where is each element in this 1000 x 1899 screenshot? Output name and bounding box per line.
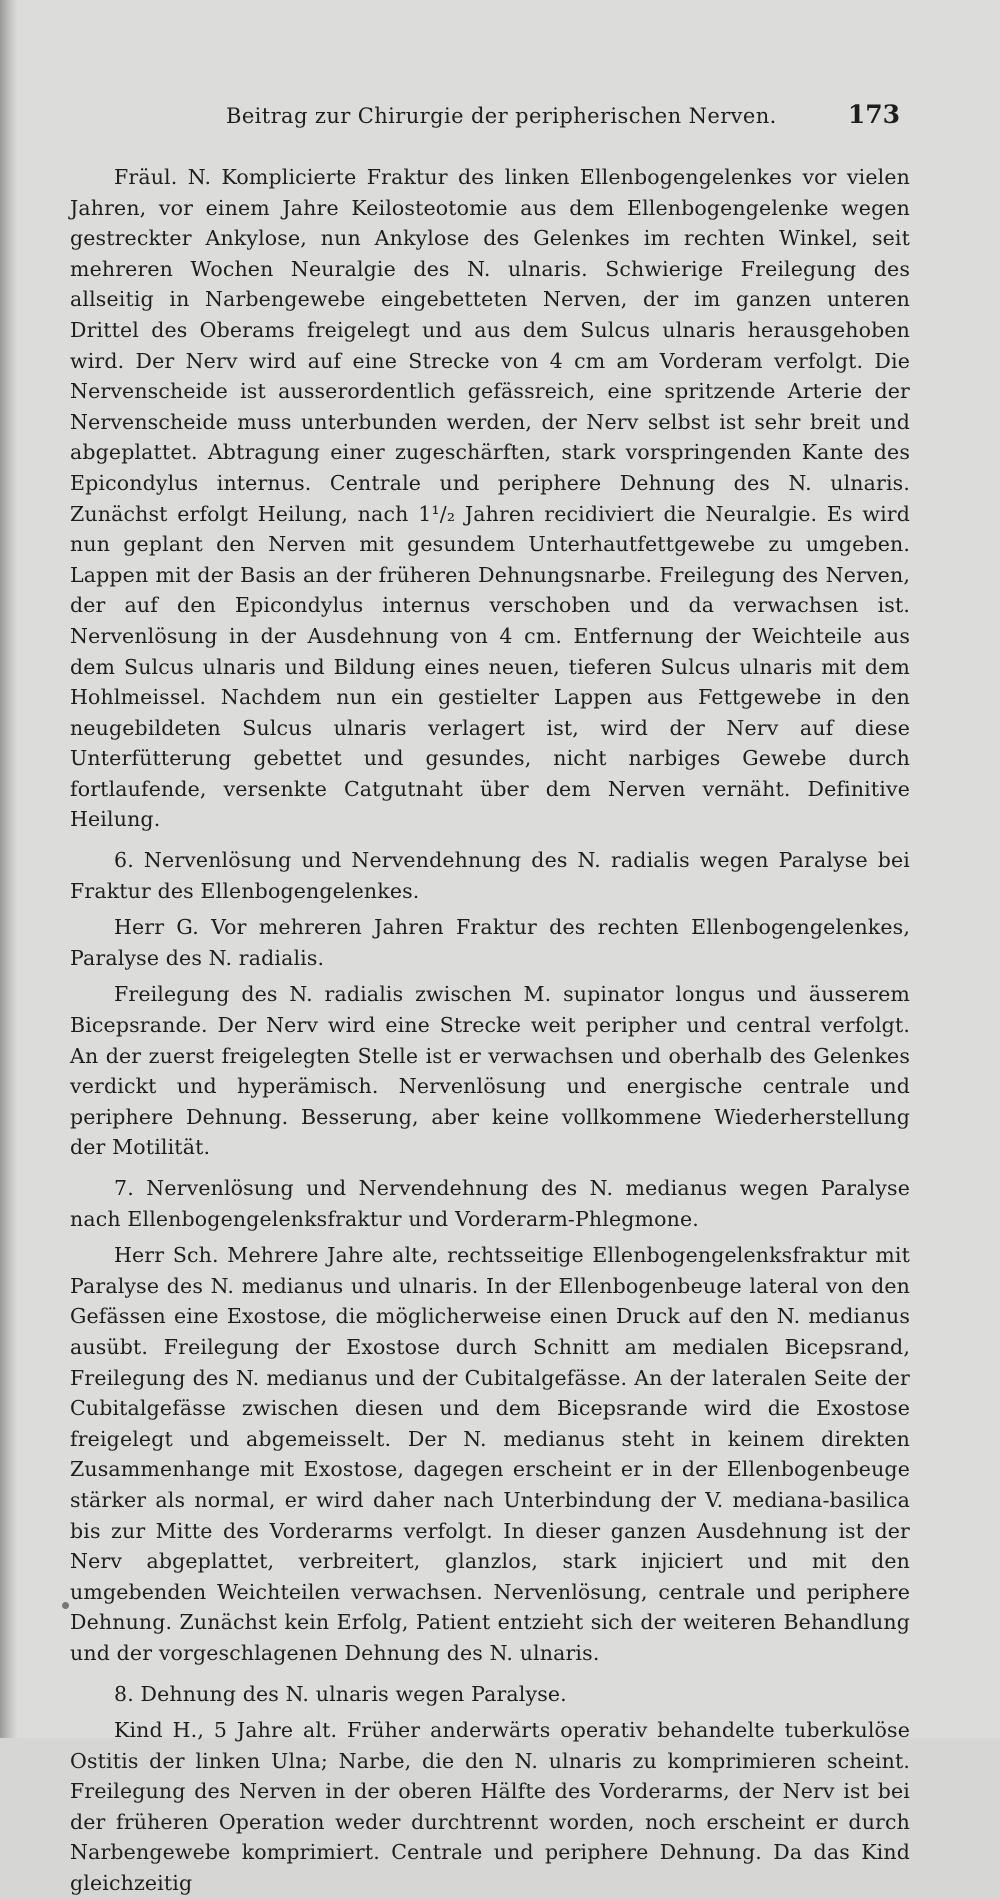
running-title: Beitrag zur Chirurgie der peripherischen Nerven.	[226, 104, 777, 128]
running-header	[70, 100, 900, 140]
entry-heading-8: 8. Dehnung des N. ulnaris wegen Paralyse.	[114, 1681, 567, 1706]
entry-heading-7: 7. Nervenlösung und Nervendehnung des N. medianus wegen Paralyse nach Ellenbogengelenksfraktur und Vorderarm-Phlegmone.	[70, 1176, 910, 1231]
case-paragraph-herr-g: Herr G. Vor mehreren Jahren Fraktur des rechten Ellenbogengelenkes, Paralyse des N. radialis.	[70, 915, 910, 970]
case-paragraph-radialis-treatment: Freilegung des N. radialis zwischen M. supinator longus und äusserem Bicepsrande. Der Nerv wird eine Strecke weit peripher und central verfolgt. An der zuerst freigelegten Stelle ist er verwachsen und oberhalb des Gelenkes verdickt und hyperämisch. Nervenlösung und energische centrale und periphere Dehnung. Besserung, aber keine vollkommene Wiederherstellung der Motilität.	[70, 982, 910, 1160]
case-paragraph-herr-sch: Herr Sch. Mehrere Jahre alte, rechtsseitige Ellenbogengelenksfraktur mit Paralyse des N. medianus und ulnaris. In der Ellenbogenbeuge lateral von den Gefässen eine Exostose, die möglicherweise einen Druck auf den N. medianus ausübt. Freilegung der Exostose durch Schnitt am medialen Bicepsrand, Freilegung des N. medianus und der Cubitalgefässe. An der lateralen Seite der Cubitalgefässe zwischen diesen und dem Bicepsrande wird die Exostose freigelegt und abgemeisselt. Der N. medianus steht in keinem direkten Zusammenhange mit Exostose, dagegen erscheint er in der Ellenbogenbeuge stärker als normal, er wird daher nach Unterbindung der V. mediana-basilica bis zur Mitte des Vorderarms verfolgt. In dieser ganzen Ausdehnung ist der Nerv abgeplattet, verbreitert, glanzlos, stark injiciert und mit den umgebenden Weichteilen verwachsen. Nervenlösung, centrale und periphere Dehnung. Zunächst kein Erfolg, Patient entzieht sich der weiteren Behandlung und der vorgeschlagenen Dehnung des N. ulnaris.	[70, 1243, 910, 1665]
page-number: 173	[847, 100, 900, 129]
body-text	[70, 162, 910, 1899]
case-paragraph-kind-h: Kind H., 5 Jahre alt. Früher anderwärts operativ behandelte tuberkulöse Ostitis der linken Ulna; Narbe, die den N. ulnaris zu komprimieren scheint. Freilegung des Nerven in der oberen Hälfte des Vorderarms, der Nerv ist bei der früheren Operation weder durchtrennt worden, noch erscheint er durch Narbengewebe komprimiert. Centrale und periphere Dehnung. Da das Kind gleichzeitig	[70, 1718, 910, 1896]
ink-spot	[62, 1602, 69, 1609]
binding-shadow	[0, 0, 18, 1738]
case-paragraph-fraeul-n: Fräul. N. Komplicierte Fraktur des linken Ellenbogengelenkes vor vielen Jahren, vor einem Jahre Keilosteotomie aus dem Ellenbogengelenke wegen gestreckter Ankylose, nun Ankylose des Gelenkes im rechten Winkel, seit mehreren Wochen Neuralgie des N. ulnaris. Schwierige Freilegung des allseitig in Narbengewebe eingebetteten Nerven, der im ganzen unteren Drittel des Oberams freigelegt und aus dem Sulcus ulnaris herausgehoben wird. Der Nerv wird auf eine Strecke von 4 cm am Vorderam verfolgt. Die Nervenscheide ist ausserordentlich gefässreich, eine spritzende Arterie der Nervenscheide muss unterbunden werden, der Nerv selbst ist sehr breit und abgeplattet. Abtragung einer zugeschärften, stark vorspringenden Kante des Epicondylus internus. Centrale und periphere Dehnung des N. ulnaris. Zunächst erfolgt Heilung, nach 1¹/₂ Jahren recidiviert die Neuralgie. Es wird nun geplant den Nerven mit gesundem Unterhautfettgewebe zu umgeben. Lappen mit der Basis an der früheren Dehnungsnarbe. Freilegung des Nerven, der auf den Epicondylus internus verschoben und da verwachsen ist. Nervenlösung in der Ausdehnung von 4 cm. Entfernung der Weichteile aus dem Sulcus ulnaris und Bildung eines neuen, tieferen Sulcus ulnaris mit dem Hohlmeissel. Nachdem nun ein gestielter Lappen aus Fettgewebe in den neugebildeten Sulcus ulnaris verlagert ist, wird der Nerv auf diese Unterfütterung gebettet und gesundes, nicht narbiges Gewebe durch fortlaufende, versenkte Catgutnaht über dem Nerven vernäht. Definitive Heilung.	[70, 165, 910, 832]
entry-heading-6: 6. Nervenlösung und Nervendehnung des N. radialis wegen Paralyse bei Fraktur des Ellenbogengelenkes.	[70, 848, 910, 903]
